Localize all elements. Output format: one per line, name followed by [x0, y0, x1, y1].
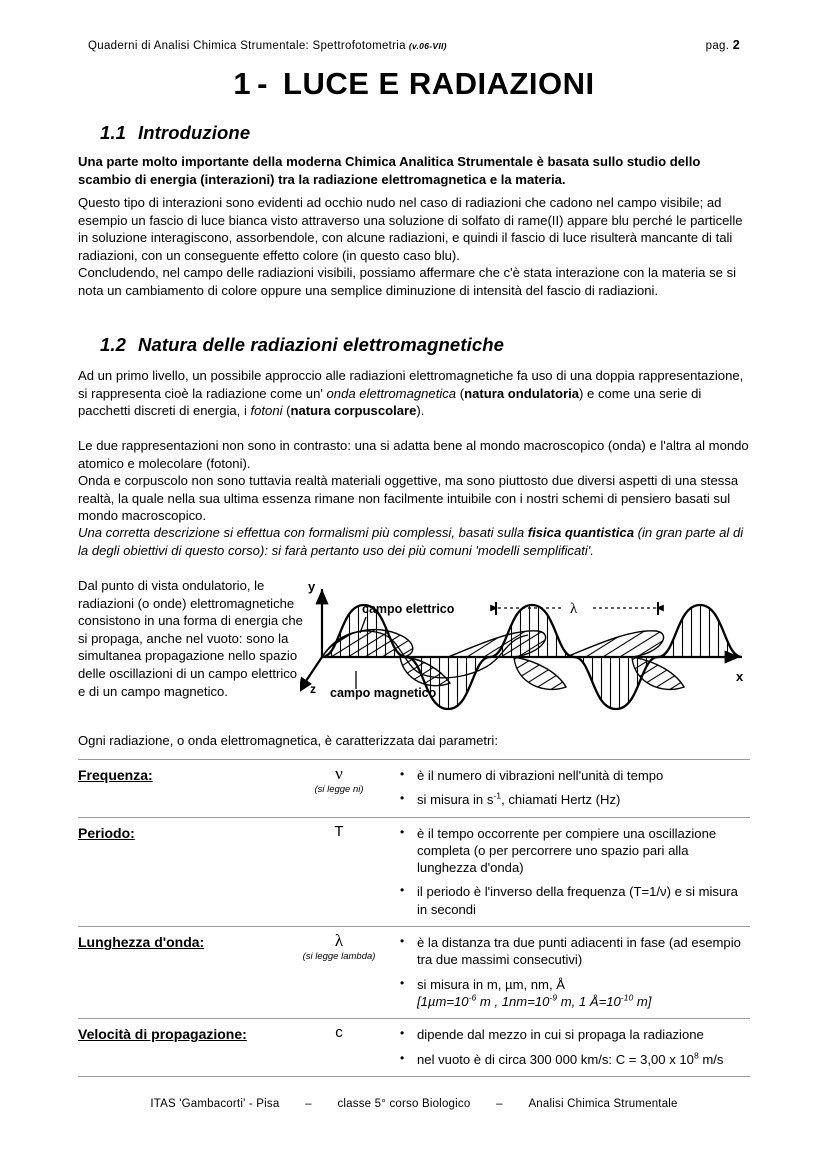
- chapter-title-text: LUCE E RADIAZIONI: [283, 66, 595, 101]
- p12a-strong2: natura corpuscolare: [290, 403, 417, 419]
- section-title-1-2: Natura delle radiazioni elettromagnetiche: [138, 334, 505, 355]
- param-reading: (si legge ni): [314, 784, 364, 795]
- p12a-t5: ).: [416, 403, 425, 419]
- param-symbol: c: [335, 1024, 343, 1042]
- table-row: [78, 1019, 750, 1077]
- parameters-table-body: [78, 760, 750, 1077]
- table-row: [78, 927, 750, 1019]
- axis-label-z: z: [310, 682, 316, 696]
- table-row: [78, 760, 750, 818]
- table-row: [78, 817, 750, 926]
- page-number-label: [706, 38, 740, 52]
- chapter-title: [0, 66, 828, 102]
- param-name: Periodo:: [78, 824, 135, 841]
- page-label-text: pag.: [705, 40, 730, 52]
- p12a-t4: (: [282, 403, 291, 419]
- table-intro-text: Ogni radiazione, o onda elettromagnetica, è caratterizzata dai parametri:: [78, 733, 498, 748]
- section-title-1-1: Introduzione: [138, 122, 251, 143]
- pq-t1: Una corretta descrizione si effettua con formalismi più complessi, basati sulla: [78, 525, 528, 540]
- section-number-1-2: 1.2: [100, 334, 127, 355]
- label-campo-magnetico: campo magnetico: [330, 686, 437, 700]
- param-bullet-item: • nel vuoto è di circa 300 000 km/s: C = 3,00 x $10^8$ m/s: [417, 1051, 750, 1068]
- p12a-em2: fotoni: [250, 403, 283, 419]
- section-heading-1-2: [100, 334, 504, 356]
- running-head-title: [88, 40, 447, 52]
- p12a-t2: (: [456, 385, 465, 401]
- param-symbol: ν: [335, 764, 343, 783]
- footer-school: ITAS 'Gambacorti' - Pisa: [150, 1098, 280, 1110]
- param-bullet-item: • si misura in $s^{-1}$, chiamati Hertz (Hz): [417, 791, 750, 808]
- axis-label-y: y: [308, 579, 316, 594]
- running-head-version: (v.06-VII): [408, 41, 447, 51]
- param-bullet-item: • si misura in m, µm, nm, Å [$1\mu m=10^{-6}$ m , $1nm=10^{-9}$ m, 1 $Å=10^{-10}$ m]: [417, 976, 750, 1011]
- param-bullet-item: • dipende dal mezzo in cui si propaga la radiazione: [417, 1026, 750, 1043]
- param-reading: (si legge lambda): [302, 951, 376, 963]
- paragraph-1-1-a: Una parte molto importante della moderna Chimica Analitica Strumentale è basata sullo studio dello scambio di energia (interazioni) tra la radiazione elettromagnetica e la materia.: [78, 154, 701, 187]
- lambda-symbol: λ: [570, 601, 578, 617]
- paragraph-1-2-c: Onda e corpuscolo non sono tuttavia realtà materiali oggettive, ma sono piuttosto due diversi aspetti di una stessa realtà, la quale nella sua ultima essenza rimane non facilmente intuibile con i nostri schemi di pensiero basati sul mondo macroscopico.: [78, 473, 739, 524]
- footer-subject: Analisi Chimica Strumentale: [528, 1098, 678, 1110]
- chapter-number: 1: [233, 66, 252, 101]
- param-bullets: [395, 825, 750, 918]
- param-bullets: [395, 1026, 750, 1068]
- pq-strong1: fisica quantistica: [527, 525, 634, 540]
- param-name: Velocità di propagazione:: [78, 1026, 247, 1043]
- parameters-table: [78, 759, 750, 1077]
- p12a-em1: onda elettromagnetica: [326, 385, 457, 401]
- param-bullet-item: • è il tempo occorrente per compiere una oscillazione completa (o per percorrere uno spazio pari alla lunghezza d'onda): [417, 825, 750, 877]
- param-name: Lunghezza d'onda:: [78, 934, 205, 951]
- page-footer: [0, 1098, 828, 1110]
- wave-diagram-svg: [300, 565, 750, 715]
- figure-caption-text: Dal punto di vista ondulatorio, le radiazioni (o onde) elettromagnetiche consistono in una forma di energia che si propaga, anche nel vuoto: sono la simultanea propagazione nello spazio delle oscillazioni di un campo elettrico e di un campo magnetico.: [78, 578, 303, 699]
- p12a-strong1: natura ondulatoria: [464, 385, 580, 401]
- param-bullets: [395, 767, 750, 809]
- footer-course: classe 5° corso Biologico: [337, 1098, 471, 1110]
- p12a-t3: ) e come una serie di pacchetti discreti di energia, i: [78, 385, 702, 419]
- footer-separator-1: –: [305, 1098, 312, 1110]
- paragraph-1-1-c: Concludendo, nel campo delle radiazioni visibili, possiamo affermare che c'è stata interazione con la materia se si nota un cambiamento di colore oppure una semplice diminuzione di intensità del fascio di radiazioni.: [78, 265, 737, 298]
- section-number-1-1: 1.1: [100, 122, 127, 143]
- param-bullets: [395, 934, 750, 1010]
- section-heading-1-1: [100, 122, 250, 144]
- electromagnetic-wave-figure: [300, 565, 750, 715]
- chapter-dash: -: [257, 66, 268, 101]
- param-bullet-item: • è il numero di vibrazioni nell'unità di tempo: [417, 767, 750, 784]
- param-symbol: T: [334, 822, 344, 840]
- paragraph-1-2-a: [78, 367, 754, 420]
- p12a-t1: Ad un primo livello, un possibile approccio alle radiazioni elettromagnetiche fa uso di una doppia rappresentazione, si rappresenta cioè la radiazione come un': [78, 368, 744, 401]
- paragraph-1-2-b: Le due rappresentazioni non sono in contrasto: una si adatta bene al mondo macroscopico (onda) e l'altra al mondo atomico e molecolare (fotoni).: [78, 438, 749, 471]
- footer-separator-2: –: [496, 1098, 503, 1110]
- label-campo-elettrico: campo elettrico: [362, 602, 455, 616]
- pq-t2: (in gran parte al di la degli obiettivi di questo corso): si farà pertanto uso dei più comuni 'modelli semplificati'.: [78, 525, 744, 558]
- paragraph-1-2-d: [78, 524, 754, 559]
- page-number-value: 2: [732, 38, 740, 52]
- param-symbol: λ: [334, 931, 344, 951]
- running-head: [88, 38, 740, 52]
- param-bullet-item: • è la distanza tra due punti adiacenti in fase (ad esempio tra due massimi consecutivi): [417, 934, 750, 969]
- axis-label-x: x: [736, 669, 744, 684]
- running-head-title-text: Quaderni di Analisi Chimica Strumentale: Spettrofotometria: [88, 40, 406, 52]
- param-name: Frequenza:: [78, 767, 153, 783]
- param-bullet-item: • il periodo è l'inverso della frequenza (T=1/ν) e si misura in secondi: [417, 883, 750, 918]
- paragraph-1-1-b: Questo tipo di interazioni sono evidenti ad occhio nudo nel caso di radiazioni che cadono nel campo visibile; ad esempio un fascio di luce bianca visto attraverso una soluzione di solfato di rame(II) appare blu perché le particelle in soluzione interagiscono, assorbendole, con alcune radiazioni, e quindi il fascio di luce risulterà mancante di tali radiazioni, con un conseguente effetto colore (in questo caso blu).: [78, 195, 743, 263]
